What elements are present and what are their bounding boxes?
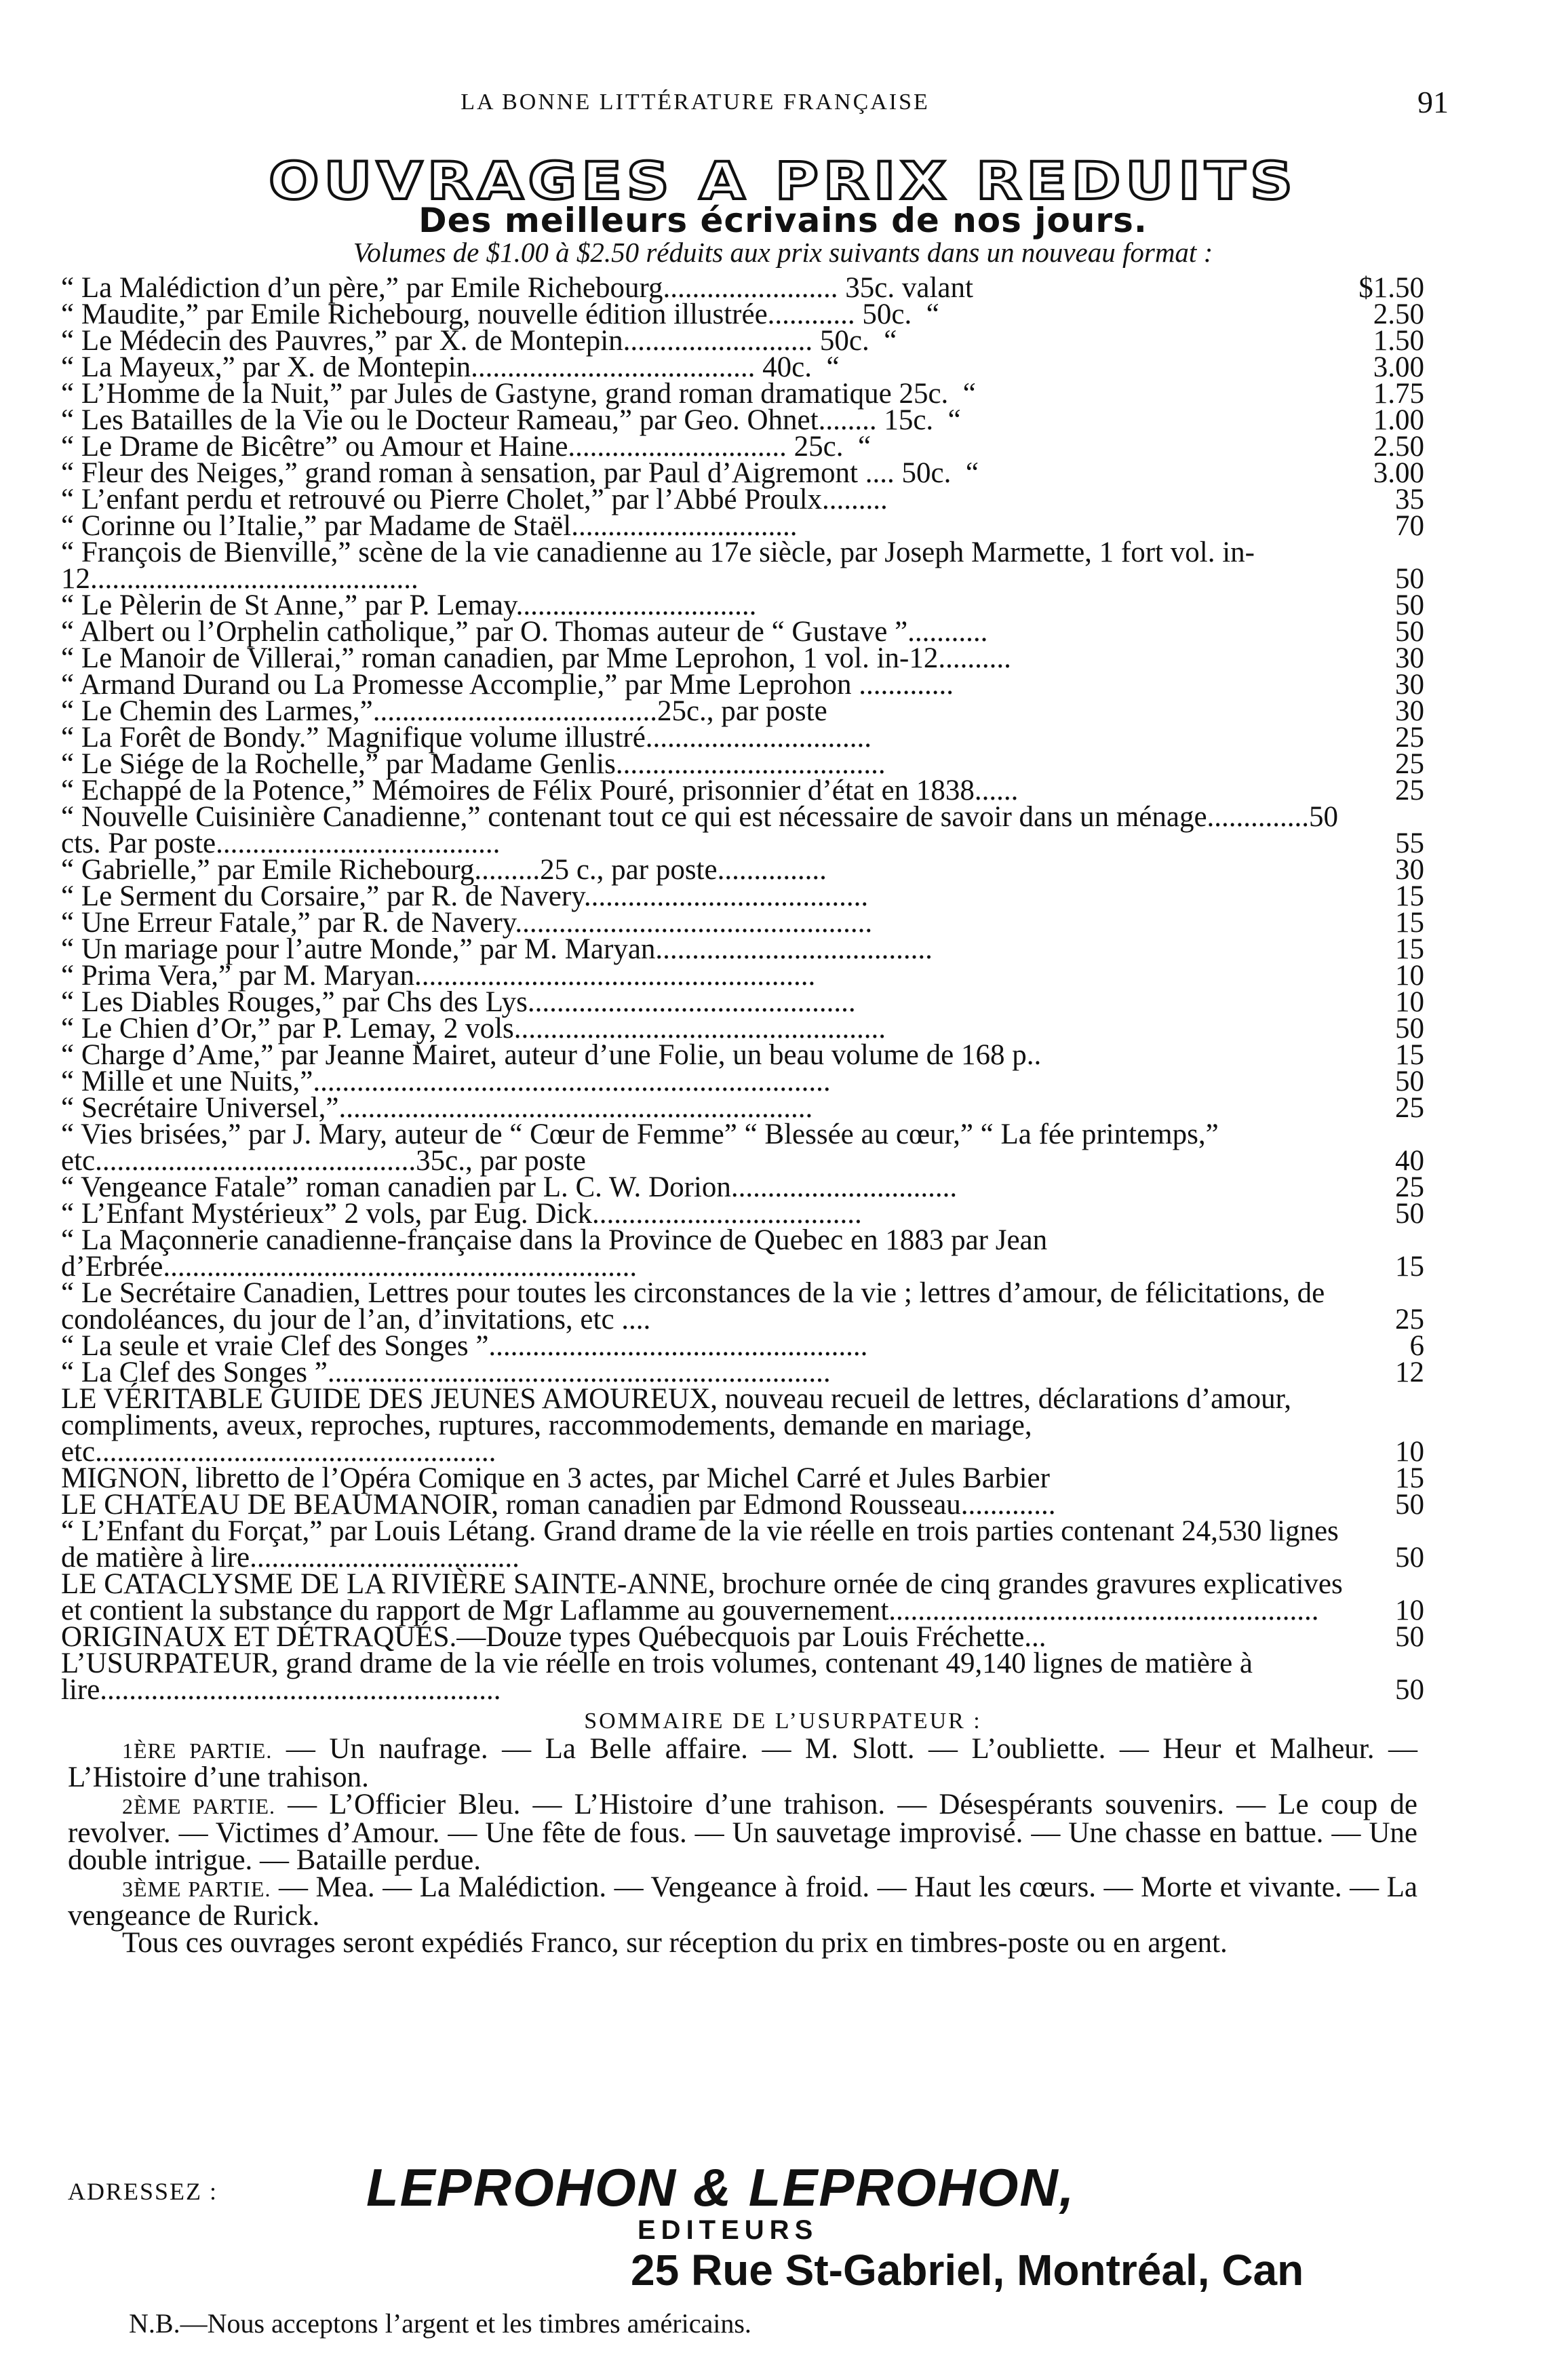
entry-text: MIGNON, libretto de l’Opéra Comique en 3 actes, par Michel Carré et Jules Barbier: [61, 1462, 1050, 1494]
entry-price: 50: [1395, 1489, 1424, 1521]
publisher-role: EDITEURS: [638, 2215, 819, 2245]
list-item: [61, 722, 1424, 754]
entry-price: 50: [1395, 1013, 1424, 1045]
entry-price: 30: [1395, 642, 1424, 674]
entry-text: “ L’enfant perdu et retrouvé ou Pierre Cholet,” par l’Abbé Proulx.........: [61, 484, 888, 515]
list-item: [61, 669, 1424, 701]
shipping-note: [68, 1927, 1417, 1959]
entry-price: 55: [1395, 827, 1424, 859]
entry-text: ORIGINAUX ET DÉTRAQUÉS.—Douze types Québecquois par Louis Fréchette...: [61, 1621, 1046, 1653]
page-title: OUVRAGES A PRIX REDUITS: [269, 151, 1297, 211]
entry-price: 25: [1395, 1092, 1424, 1124]
part-label: 3ÈME PARTIE.: [122, 1877, 271, 1901]
entry-text: LE CHATEAU DE BEAUMANOIR, roman canadien par Edmond Rousseau.............: [61, 1489, 1056, 1521]
entry-text: “ Prima Vera,” par M. Maryan.......................................................: [61, 960, 816, 992]
list-item: [61, 907, 1424, 939]
entry-text: “ Armand Durand ou La Promesse Accomplie,” par Mme Leprohon .............: [61, 669, 954, 701]
entry-price: 2.50: [1373, 431, 1424, 463]
entry-text: “ L’Enfant Mystérieux” 2 vols, par Eug. Dick.....................................: [61, 1198, 862, 1230]
list-item: [61, 1621, 1424, 1653]
entry-price: 50: [1395, 1674, 1424, 1706]
entry-price: 15: [1395, 1462, 1424, 1494]
entry-text: “ Le Siége de la Rochelle,” par Madame Genlis.....................................: [61, 748, 886, 780]
entry-price: 3.00: [1373, 457, 1424, 489]
entry-price: 15: [1395, 1039, 1424, 1071]
entry-text: “ Le Chien d’Or,” par P. Lemay, 2 vols...................................................: [61, 1013, 886, 1045]
entry-text: “ Une Erreur Fatale,” par R. de Navery.................................................: [61, 907, 873, 939]
entry-price: 50: [1395, 1066, 1424, 1097]
entry-price: 50: [1395, 616, 1424, 648]
entry-price: 70: [1395, 510, 1424, 542]
entry-text: “ Vies brisées,” par J. Mary, auteur de “ Cœur de Femme” “ Blessée au cœur,” “ La fée printemps,” etc............................................35c., par poste: [61, 1118, 1226, 1177]
entry-text: “ Les Diables Rouges,” par Chs des Lys.............................................: [61, 986, 856, 1018]
entry-text: “ Les Batailles de la Vie ou le Docteur Rameau,” par Geo. Ohnet........ 15c. “: [61, 404, 961, 436]
entry-text: “ Le Pèlerin de St Anne,” par P. Lemay.................................: [61, 589, 757, 621]
list-item: [61, 801, 1424, 859]
entry-price: 15: [1395, 880, 1424, 912]
list-item: [61, 404, 1424, 436]
entry-text: “ La Malédiction d’un père,” par Emile Richebourg........................ 35c. valant: [61, 272, 973, 304]
entry-text: “ Gabrielle,” par Emile Richebourg.........25 c., par poste...............: [61, 854, 827, 886]
entry-text: “ Le Manoir de Villerai,” roman canadien, par Mme Leprohon, 1 vol. in-12..........: [61, 642, 1011, 674]
list-item: [61, 589, 1424, 621]
entry-text: LE VÉRITABLE GUIDE DES JEUNES AMOUREUX, nouveau recueil de lettres, déclarations d’amour, compliments, aveux, reproches, ruptures, raccommodements, demande en mariage, etc.......................................................: [61, 1383, 1299, 1468]
list-item: [61, 854, 1424, 886]
list-item: [61, 933, 1424, 965]
list-item: [61, 325, 1424, 357]
sommaire-part: [68, 1791, 1417, 1874]
list-item: [61, 1330, 1424, 1362]
entry-price: 10: [1395, 1595, 1424, 1626]
entry-text: “ Un mariage pour l’autre Monde,” par M. Maryan......................................: [61, 933, 933, 965]
entry-price: 10: [1395, 960, 1424, 992]
entry-price: 30: [1395, 695, 1424, 727]
entry-text: “ Le Serment du Corsaire,” par R. de Navery.......................................: [61, 880, 869, 912]
running-head: LA BONNE LITTÉRATURE FRANÇAISE: [461, 90, 930, 115]
list-item: [61, 1489, 1424, 1521]
entry-text: “ Vengeance Fatale” roman canadien par L. C. W. Dorion...............................: [61, 1171, 958, 1203]
list-item: [61, 510, 1424, 542]
entry-price: 1.75: [1373, 378, 1424, 410]
entry-text: “ L’Homme de la Nuit,” par Jules de Gastyne, grand roman dramatique 25c. “: [61, 378, 976, 410]
list-item: [61, 1462, 1424, 1494]
list-item: [61, 272, 1424, 304]
entry-price: 25: [1395, 1171, 1424, 1203]
book-list: [0, 272, 1566, 1959]
intro-line: Volumes de $1.00 à $2.50 réduits aux prix suivants dans un nouveau format :: [353, 237, 1213, 268]
entry-text: “ La Maçonnerie canadienne-française dans la Province de Quebec en 1883 par Jean d’Erbrée.................................................................: [61, 1224, 1055, 1283]
entry-price: 30: [1395, 854, 1424, 886]
entry-text: “ Le Drame de Bicêtre” ou Amour et Haine.............................. 25c. “: [61, 431, 872, 463]
list-item: [61, 1013, 1424, 1045]
entry-price: 25: [1395, 1304, 1424, 1335]
entry-price: 15: [1395, 1251, 1424, 1283]
list-item: [61, 378, 1424, 410]
entry-text: LE CATACLYSME DE LA RIVIÈRE SAINTE-ANNE, brochure ornée de cinq grandes gravures explicatives et contient la substance du rapport de Mgr Laflamme au gouvernement...........................................................: [61, 1568, 1350, 1626]
list-item: [61, 351, 1424, 383]
entry-text: “ La Mayeux,” par X. de Montepin....................................... 40c. “: [61, 351, 840, 383]
shipping-text: Tous ces ouvrages seront expédiés Franco, sur réception du prix en timbres-poste ou en argent.: [122, 1927, 1228, 1959]
entry-price: $1.50: [1358, 272, 1424, 304]
list-item: [61, 1515, 1424, 1574]
list-item: [61, 777, 1424, 804]
entry-price: 1.00: [1373, 404, 1424, 436]
list-item: [61, 537, 1424, 595]
entry-text: “ Echappé de la Potence,” Mémoires de Félix Pouré, prisonnier d’état en 1838......: [61, 775, 1019, 806]
entry-price: 15: [1395, 933, 1424, 965]
list-item: [61, 1647, 1424, 1706]
entry-price: 6: [1409, 1330, 1424, 1362]
entry-price: 15: [1395, 907, 1424, 939]
page-number: 91: [1417, 85, 1449, 119]
list-item: [61, 1039, 1424, 1071]
entry-price: 50: [1395, 1621, 1424, 1653]
entry-text: “ François de Bienville,” scène de la vie canadienne au 17e siècle, par Joseph Marmette, 1 fort vol. in-12.............................................: [61, 537, 1255, 595]
entry-price: 25: [1395, 722, 1424, 754]
sommaire-part: [68, 1733, 1418, 1793]
list-item: [61, 486, 1424, 513]
list-item: [61, 457, 1424, 489]
entry-text: “ La seule et vraie Clef des Songes ”....................................................: [61, 1330, 868, 1362]
entry-text: “ Albert ou l’Orphelin catholique,” par O. Thomas auteur de “ Gustave ”...........: [61, 616, 988, 648]
list-item: [61, 1068, 1424, 1095]
entry-price: 50: [1395, 563, 1424, 595]
list-item: [61, 298, 1424, 330]
list-item: [61, 1092, 1424, 1124]
entry-price: 10: [1395, 986, 1424, 1018]
entry-price: 10: [1395, 1436, 1424, 1468]
entry-text: “ Nouvelle Cuisinière Canadienne,” contenant tout ce qui est nécessaire de savoir dans un ménage..............50 cts. Par poste.......................................: [61, 801, 1346, 859]
entry-text: “ Le Secrétaire Canadien, Lettres pour toutes les circonstances de la vie ; lettres d’amour, de félicitations, de condoléances, du jour de l’an, d’invitations, etc ....: [61, 1277, 1333, 1335]
part-text: — Un naufrage. — La Belle affaire. — M. Slott. — L’oubliette. — Heur et Malheur. — L’Histoire d’une trahison.: [68, 1733, 1418, 1793]
entry-text: L’USURPATEUR, grand drame de la vie réelle en trois volumes, contenant 49,140 lignes de matière à lire.......................................................: [61, 1647, 1260, 1706]
entry-price: 40: [1395, 1145, 1424, 1177]
entry-text: “ Le Chemin des Larmes,”.......................................25c., par poste: [61, 695, 827, 727]
list-item: [61, 748, 1424, 780]
entry-text: “ Secrétaire Universel,”.................................................................: [61, 1092, 813, 1124]
publisher-name: LEPROHON & LEPROHON,: [366, 2158, 1076, 2217]
subtitle: Des meilleurs écrivains de nos jours.: [418, 201, 1148, 240]
entry-text: “ Le Médecin des Pauvres,” par X. de Montepin.......................... 50c. “: [61, 325, 897, 357]
list-item: [61, 642, 1424, 674]
list-item: [61, 695, 1424, 727]
part-text: — L’Officier Bleu. — L’Histoire d’une trahison. — Désespérants souvenirs. — Le coup de revolver. — Victimes d’Amour. — Une fête de fous. — Un sauvetage improvisé. — Une chasse en battue. — Une double intrigue. — Bataille perdue.: [68, 1789, 1417, 1876]
entry-price: 35: [1395, 484, 1424, 515]
list-item: [61, 1171, 1424, 1203]
list-item: [61, 986, 1424, 1018]
address-label: ADRESSEZ :: [68, 2178, 218, 2205]
sommaire-title: SOMMAIRE DE L’USURPATEUR :: [584, 1709, 982, 1734]
nb-note: N.B.—Nous acceptons l’argent et les timbres américains.: [129, 2308, 751, 2339]
entry-text: “ Charge d’Ame,” par Jeanne Mairet, auteur d’une Folie, un beau volume de 168 p..: [61, 1039, 1042, 1071]
entry-text: “ Mille et une Nuits,”.......................................................................: [61, 1066, 831, 1097]
list-item: [61, 1568, 1424, 1626]
entry-price: 50: [1395, 589, 1424, 621]
entry-text: “ Fleur des Neiges,” grand roman à sensation, par Paul d’Aigremont .... 50c. “: [61, 457, 979, 489]
list-item: [61, 1277, 1424, 1335]
list-item: [61, 1383, 1424, 1468]
list-item: [61, 1224, 1424, 1283]
list-item: [61, 960, 1424, 992]
entry-price: 30: [1395, 669, 1424, 701]
part-label: 2ÈME PARTIE.: [122, 1794, 276, 1818]
list-item: [61, 1359, 1424, 1386]
part-text: — Mea. — La Malédiction. — Vengeance à froid. — Haut les cœurs. — Morte et vivante. — La vengeance de Rurick.: [68, 1871, 1417, 1932]
entry-price: 3.00: [1373, 351, 1424, 383]
list-item: [61, 431, 1424, 463]
entry-price: 25: [1395, 748, 1424, 780]
entry-price: 1.50: [1373, 325, 1424, 357]
entry-price: 50: [1395, 1542, 1424, 1574]
part-label: 1ÈRE PARTIE.: [122, 1738, 273, 1763]
list-item: [61, 1118, 1424, 1177]
entry-price: 25: [1395, 775, 1424, 806]
entry-text: “ La Clef des Songes ”.....................................................................: [61, 1357, 831, 1388]
publisher-address: 25 Rue St-Gabriel, Montréal, Can: [631, 2246, 1304, 2295]
entry-text: “ Corinne ou l’Italie,” par Madame de Staël...............................: [61, 510, 798, 542]
sommaire-part: [68, 1871, 1417, 1932]
entry-text: “ L’Enfant du Forçat,” par Louis Létang. Grand drame de la vie réelle en trois parties contenant 24,530 lignes de matière à lire.....................................: [61, 1515, 1346, 1574]
entry-price: 50: [1395, 1198, 1424, 1230]
entry-price: 12: [1395, 1357, 1424, 1388]
list-item: [61, 1198, 1424, 1230]
list-item: [61, 616, 1424, 648]
entry-text: “ La Forêt de Bondy.” Magnifique volume illustré...............................: [61, 722, 872, 754]
list-item: [61, 880, 1424, 912]
entry-text: “ Maudite,” par Emile Richebourg, nouvelle édition illustrée............ 50c. “: [61, 298, 939, 330]
entry-price: 2.50: [1373, 298, 1424, 330]
